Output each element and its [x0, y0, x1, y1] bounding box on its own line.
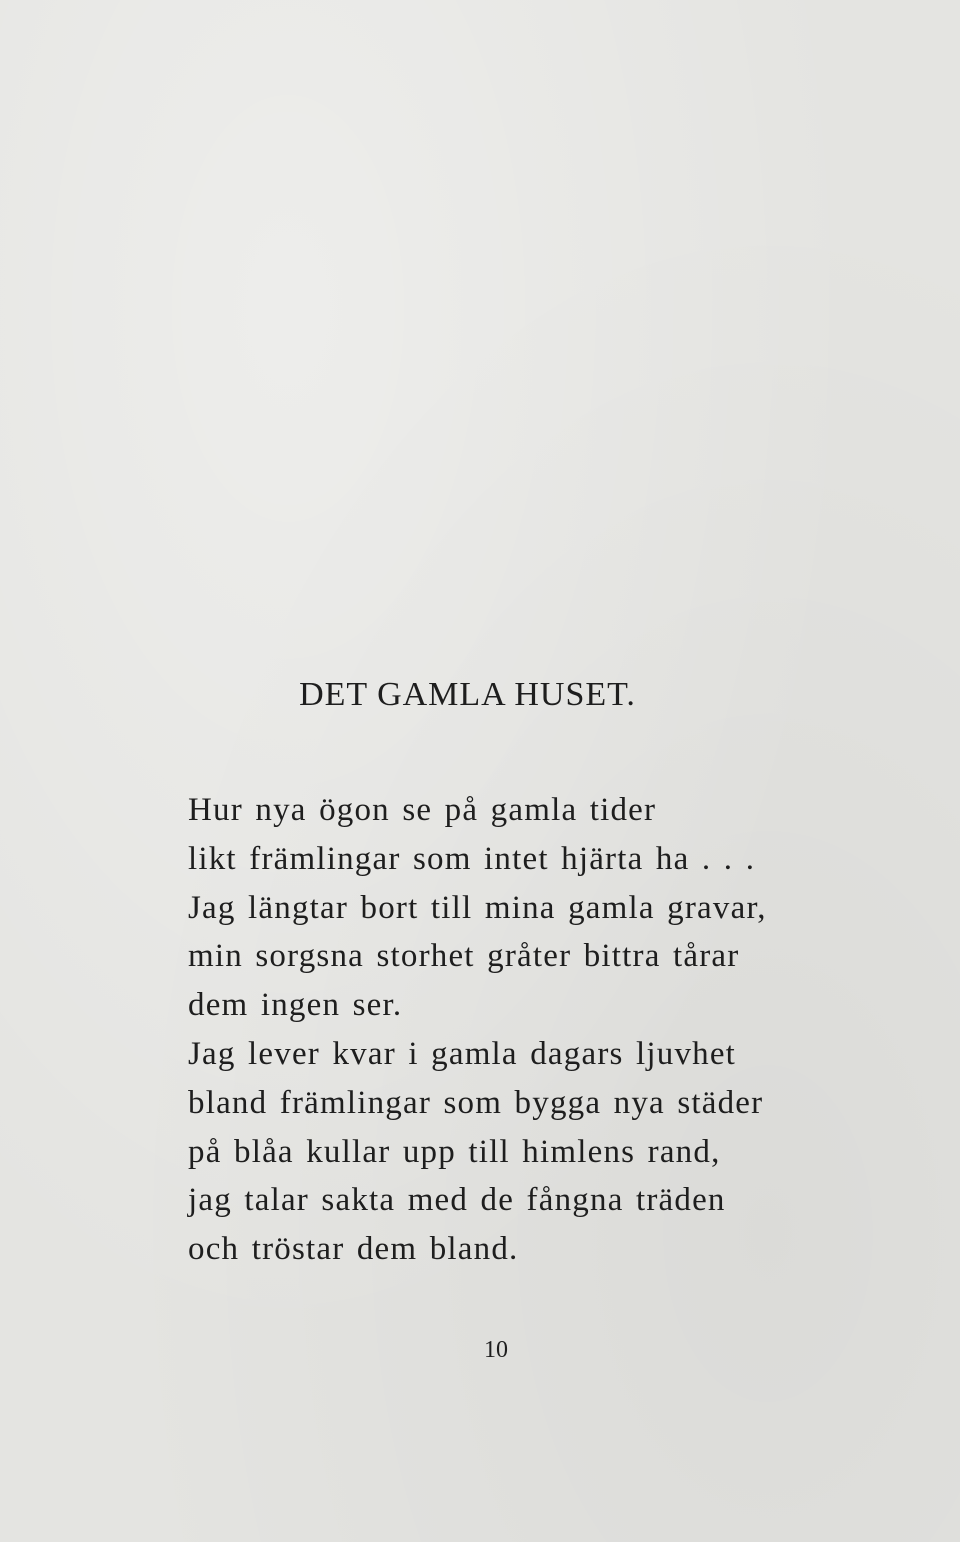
- poem-line: Hur nya ögon se på gamla tider: [188, 792, 657, 828]
- poem-body: [188, 786, 908, 1274]
- poem-line: Jag längtar bort till mina gamla gravar,: [188, 889, 767, 926]
- poem-line: bland främlingar som bygga nya städer: [188, 1084, 764, 1121]
- poem-line: på blåa kullar upp till himlens rand,: [188, 1133, 721, 1170]
- poem-title: DET GAMLA HUSET.: [299, 676, 636, 713]
- poem-line: min sorgsna storhet gråter bittra tårar: [188, 938, 740, 975]
- poem-line: jag talar sakta med de fångna träden: [188, 1182, 726, 1219]
- poem-line: och tröstar dem bland.: [188, 1231, 519, 1268]
- poem-line: likt främlingar som intet hjärta ha . . .: [188, 840, 756, 877]
- poem-line: dem ingen ser.: [188, 987, 403, 1024]
- page-number: 10: [484, 1337, 508, 1363]
- poem-line: Jag lever kvar i gamla dagars ljuvhet: [188, 1035, 737, 1072]
